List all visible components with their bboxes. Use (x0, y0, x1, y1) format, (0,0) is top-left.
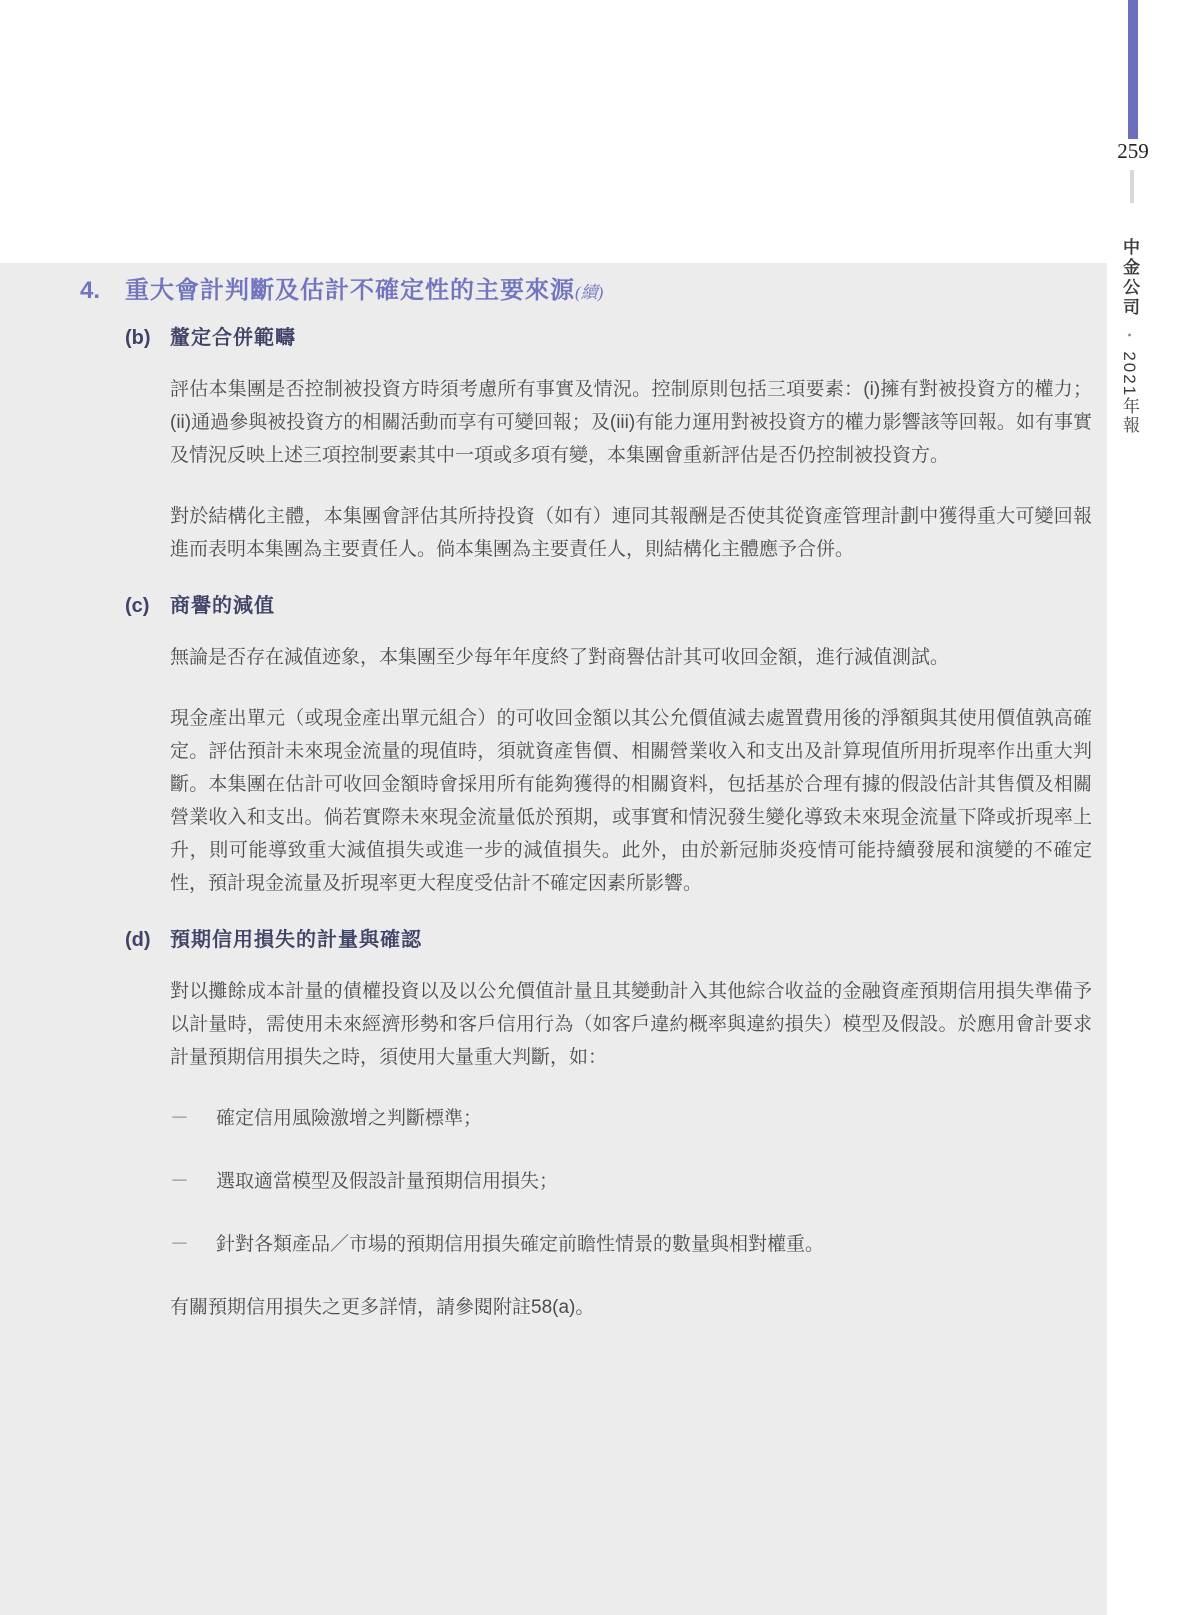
paragraph: 對於結構化主體，本集團會評估其所持投資（如有）連同其報酬是否使其從資產管理計劃中獲得重大可變回報進而表明本集團為主要責任人。倘本集團為主要責任人，則結構化主體應予合併。 (170, 506, 1092, 560)
section-title (125, 278, 603, 306)
bullet-text: 確定信用風險激增之判斷標準； (216, 1108, 483, 1129)
subsection-c-label: (c) (125, 595, 150, 617)
edge-tick-line (1130, 170, 1134, 203)
subsection-b (125, 326, 1107, 566)
company-name: 中金公司 (1120, 238, 1139, 318)
dash-bullet-icon: － (170, 1171, 190, 1192)
separator-dot-icon: • (1123, 332, 1135, 337)
subsection-b-body (170, 373, 1092, 566)
subsection-c-heading-text: 商譽的減值 (170, 595, 275, 617)
reference-note: 有關預期信用損失之更多詳情，請參閱附註58(a)。 (170, 1297, 595, 1318)
subsection-c-heading (125, 594, 1107, 618)
dash-bullet-icon: － (170, 1108, 190, 1129)
section-title-suffix: (續) (575, 283, 604, 302)
subsection-b-heading (125, 326, 1107, 350)
bullet-text: 針對各類產品／市場的預期信用損失確定前瞻性情景的數量與相對權重。 (216, 1234, 825, 1255)
subsection-d-heading (125, 928, 1107, 952)
edge-vertical-caption (1117, 238, 1142, 638)
section-number: 4. (80, 277, 101, 304)
subsection-b-label: (b) (125, 327, 151, 349)
paragraph: 評估本集團是否控制被投資方時須考慮所有事實及情況。控制原則包括三項要素：(i)擁有對被投資方的權力；(ii)通過參與被投資方的相關活動而享有可變回報；及(iii)有能力運用對被投資方的權力影響該等回報。如有事實及情況反映上述三項控制要素其中一項或多項有變，本集團會重新評估是否仍控制被投資方。 (170, 379, 1092, 466)
bullet-text: 選取適當模型及假設計量預期信用損失； (216, 1171, 559, 1192)
subsection-d-label: (d) (125, 929, 151, 951)
subsection-b-heading-text: 釐定合併範疇 (170, 327, 296, 349)
subsection-c-body (170, 641, 1092, 900)
subsection-d-heading-text: 預期信用損失的計量與確認 (170, 929, 422, 951)
paragraph: 現金產出單元（或現金產出單元組合）的可收回金額以其公允價值減去處置費用後的淨額與其使用價值孰高確定。評估預計未來現金流量的現值時，須就資產售價、相關營業收入和支出及計算現值所用折現率作出重大判斷。本集團在估計可收回金額時會採用所有能夠獲得的相關資料，包括基於合理有據的假設估計其售價及相關營業收入和支出。倘若實際未來現金流量低於預期，或事實和情況發生變化導致未來現金流量下降或折現率上升，則可能導致重大減值損失或進一步的減值損失。此外，由於新冠肺炎疫情可能持續發展和演變的不確定性，預計現金流量及折現率更大程度受估計不確定因素所影響。 (170, 708, 1092, 894)
report-year: 2021年報 (1120, 351, 1139, 436)
paragraph: 無論是否存在減值迹象，本集團至少每年年度終了對商譽估計其可收回金額，進行減值測試。 (170, 647, 950, 668)
bullet-item (170, 1165, 1092, 1198)
subsection-c (125, 594, 1107, 900)
dash-bullet-icon: － (170, 1234, 190, 1255)
subsection-d (125, 928, 1107, 1324)
accent-bar (1128, 0, 1138, 139)
bullet-item (170, 1228, 1092, 1261)
section-title-row (80, 277, 1107, 306)
bullet-item (170, 1102, 1092, 1135)
section-title-text: 重大會計判斷及估計不確定性的主要來源 (125, 277, 575, 304)
content-panel (0, 263, 1107, 1615)
subsection-d-body (170, 975, 1092, 1324)
page-number: 259 (1117, 139, 1149, 163)
paragraph: 對以攤餘成本計量的債權投資以及以公允價值計量且其變動計入其他綜合收益的金融資產預期信用損失準備予以計量時，需使用未來經濟形勢和客戶信用行為（如客戶違約概率與違約損失）模型及假設。於應用會計要求計量預期信用損失之時，須使用大量重大判斷，如： (170, 981, 1092, 1068)
